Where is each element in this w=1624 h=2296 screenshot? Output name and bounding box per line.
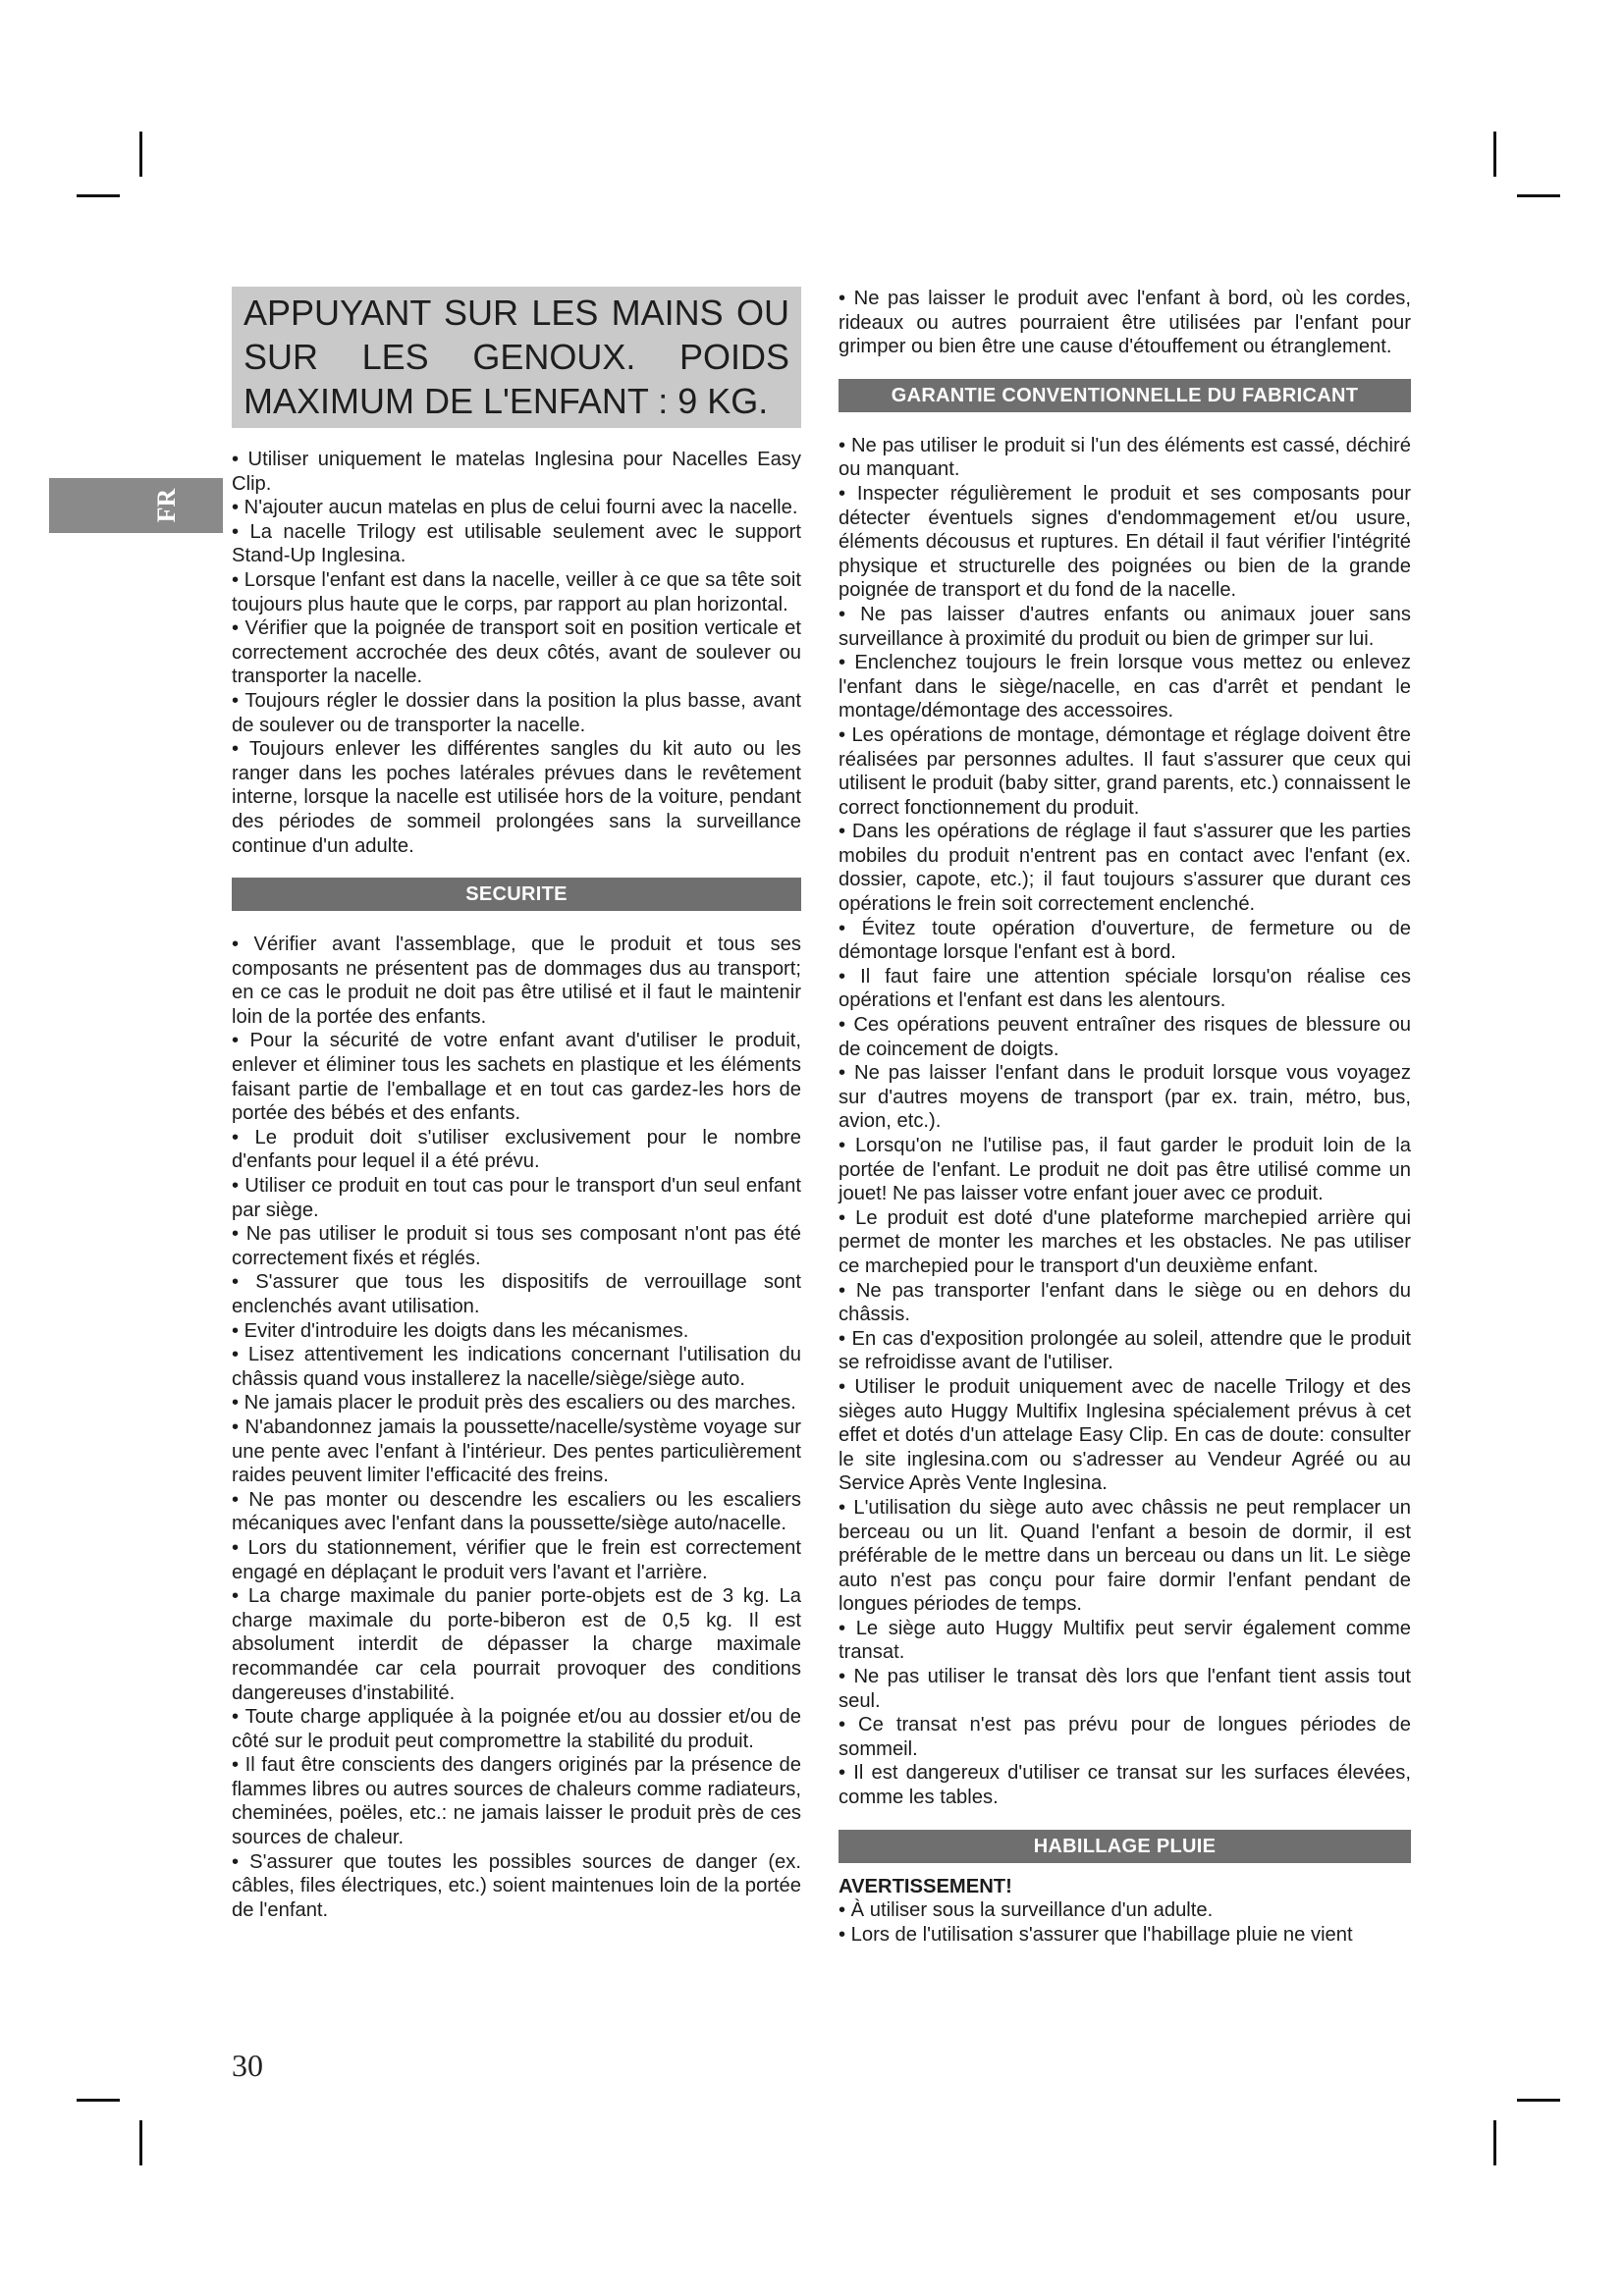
warning-title: AVERTISSEMENT! xyxy=(839,1875,1012,1897)
crop-mark xyxy=(139,132,142,177)
list-item: • Ne pas utiliser le produit si tous ses composant n'ont pas été correctement fixés et réglés. xyxy=(232,1223,801,1269)
list-item: • Il est dangereux d'utiliser ce transat sur les surfaces élevées, comme les tables. xyxy=(839,1762,1411,1809)
list-item: • Lorsque l'enfant est dans la nacelle, veiller à ce que sa tête soit toujours plus haute que le corps, par rapport au plan horizontal. xyxy=(232,568,801,615)
list-item: • N'abandonnez jamais la poussette/nacelle/système voyage sur une pente avec l'enfant à l'intérieur. Des pentes particulièrement raides peuvent limiter l'efficacité des freins. xyxy=(232,1415,801,1487)
list-item: • Ces opérations peuvent entraîner des risques de blessure ou de coincement de doigts. xyxy=(839,1014,1411,1060)
section-heading: APPUYANT SUR LES MAINS OU SUR LES GENOUX. POIDS MAXIMUM DE L'ENFANT : 9 KG. xyxy=(232,287,801,428)
crop-mark xyxy=(1493,2120,1496,2165)
list-item: • S'assurer que toutes les possibles sources de danger (ex. câbles, files électriques, etc.) soient maintenues loin de la portée de l'enfant. xyxy=(232,1850,801,1921)
list-item: • Ne pas transporter l'enfant dans le siège ou en dehors du châssis. xyxy=(839,1279,1411,1326)
garantie-heading: GARANTIE CONVENTIONNELLE DU FABRICANT xyxy=(839,379,1411,412)
list-item: • Toute charge appliquée à la poignée et/ou au dossier et/ou de côté sur le produit peut compromettre la stabilité du produit. xyxy=(232,1706,801,1752)
list-item: • L'utilisation du siège auto avec châssis ne peut remplacer un berceau ou un lit. Quand l'enfant a besoin de dormir, il est préférable de le mettre dans un berceau ou dans un lit. Le siège auto n'est pas conçu pour faire dormir l'enfant pendant de longues périodes de temps. xyxy=(839,1496,1411,1616)
list-item: • Le produit est doté d'une plateforme marchepied arrière qui permet de monter les marches et les obstacles. Ne pas utiliser ce marchepied pour le transport d'un deuxième enfant. xyxy=(839,1206,1411,1277)
crop-mark xyxy=(1517,194,1560,197)
list-item: • La nacelle Trilogy est utilisable seulement avec le support Stand-Up Inglesina. xyxy=(232,520,801,567)
list-item: • Ne pas utiliser le transat dès lors que l'enfant tient assis tout seul. xyxy=(839,1666,1411,1712)
list-item: • Les opérations de montage, démontage et réglage doivent être réalisées par personnes adultes. Il faut s'assurer que ceux qui utilisent le produit (baby sitter, grand parents, etc.) connaissent le correct fonctionnement du produit. xyxy=(839,723,1411,819)
list-item: • Toujours régler le dossier dans la position la plus basse, avant de soulever ou de transporter la nacelle. xyxy=(232,689,801,736)
intro-list xyxy=(232,448,801,858)
list-item: • Lors du stationnement, vérifier que le frein est correctement engagé en déplaçant le produit vers l'avant et l'arrière. xyxy=(232,1536,801,1583)
list-item: • Ne pas laisser le produit avec l'enfant à bord, où les cordes, rideaux ou autres pourraient être utilisées par l'enfant pour grimper ou bien être une cause d'étouffement ou étranglement. xyxy=(839,288,1411,358)
list-item: • Utiliser le produit uniquement avec de nacelle Trilogy et des sièges auto Huggy Multifix Inglesina spécialement prévus à cet effet et dotés d'un attelage Easy Clip. En cas de doute: consulter le site inglesina.com ou s'adresser au Vendeur Agréé ou au Service Après Vente Inglesina. xyxy=(839,1375,1411,1495)
list-item: • Évitez toute opération d'ouverture, de fermeture ou de démontage lorsque l'enfant est à bord. xyxy=(839,917,1411,964)
habillage-list xyxy=(839,1898,1411,1947)
list-item: • Il faut faire une attention spéciale lorsqu'on réalise ces opérations et l'enfant est dans les alentours. xyxy=(839,965,1411,1012)
crop-mark xyxy=(1517,2099,1560,2102)
list-item: • Inspecter régulièrement le produit et ses composants pour détecter éventuels signes d'endommagement et/ou usure, éléments décousus et ruptures. En détail il faut vérifier l'intégrité physique et structurelle des poignées ou bien de la grande poignée de transport et du fond de la nacelle. xyxy=(839,482,1411,602)
right-column xyxy=(839,287,1411,1947)
list-item: • Vérifier avant l'assemblage, que le produit et tous ses composants ne présentent pas de dommages dus au transport; en ce cas le produit ne doit pas être utilisé et il faut le maintenir loin de la portée des enfants. xyxy=(232,934,801,1028)
crop-mark xyxy=(1493,132,1496,177)
list-item: • Ne pas laisser l'enfant dans le produit lorsque vous voyagez sur d'autres moyens de transport (par ex. train, métro, bus, avion, etc.). xyxy=(839,1062,1411,1133)
language-tab-label: FR xyxy=(152,488,181,523)
left-column xyxy=(232,287,801,1922)
list-item: • Pour la sécurité de votre enfant avant d'utiliser le produit, enlever et éliminer tous les sachets en plastique et les éléments faisant partie de l'emballage et en tout cas gardez-les hors de portée des bébés et des enfants. xyxy=(232,1030,801,1125)
list-item: • Lorsqu'on ne l'utilise pas, il faut garder le produit loin de la portée de l'enfant. Le produit ne doit pas être utilisé comme un jouet! Ne pas laisser votre enfant jouer avec ce produit. xyxy=(839,1135,1411,1205)
crop-mark xyxy=(77,194,120,197)
list-item: • Ne pas utiliser le produit si l'un des éléments est cassé, déchiré ou manquant. xyxy=(839,434,1411,481)
list-item: • Eviter d'introduire les doigts dans les mécanismes. xyxy=(232,1319,689,1342)
page-number: 30 xyxy=(232,2048,263,2083)
crop-mark xyxy=(139,2120,142,2165)
securite-heading: SECURITE xyxy=(232,878,801,911)
habillage-heading: HABILLAGE PLUIE xyxy=(839,1830,1411,1863)
list-item: • La charge maximale du panier porte-objets est de 3 kg. La charge maximale du porte-biberon est de 0,5 kg. Il est absolument interdit de dépasser la charge maximale recommandée car cela pourrait provoquer des conditions dangereuses d'instabilité. xyxy=(232,1585,801,1704)
list-item: • Vérifier que la poignée de transport soit en position verticale et correctement accrochée des deux côtés, avant de soulever ou transporter la nacelle. xyxy=(232,617,801,688)
list-item: • En cas d'exposition prolongée au soleil, attendre que le produit se refroidisse avant de l'utiliser. xyxy=(839,1327,1411,1374)
list-item: • N'ajouter aucun matelas en plus de celui fourni avec la nacelle. xyxy=(232,497,798,519)
list-item: • Utiliser uniquement le matelas Inglesina pour Nacelles Easy Clip. xyxy=(232,449,801,495)
list-item: • Ne pas monter ou descendre les escaliers ou les escaliers mécaniques avec l'enfant dans la poussette/siège auto/nacelle. xyxy=(232,1488,801,1535)
list-item: • Lors de l'utilisation s'assurer que l'habillage pluie ne vient xyxy=(839,1923,1353,1946)
list-item: • S'assurer que tous les dispositifs de verrouillage sont enclenchés avant utilisation. xyxy=(232,1271,801,1317)
list-item: • À utiliser sous la surveillance d'un adulte. xyxy=(839,1899,1214,1922)
crop-mark xyxy=(77,2099,120,2102)
list-item: • Toujours enlever les différentes sangles du kit auto ou les ranger dans les poches latérales prévues dans le revêtement interne, lorsque la nacelle est utilisée hors de la voiture, pendant des périodes de sommeil prolongées sans la surveillance continue d'un adulte. xyxy=(232,738,801,857)
list-item: • Lisez attentivement les indications concernant l'utilisation du châssis quand vous installerez la nacelle/siège/siège auto. xyxy=(232,1344,801,1390)
list-item: • Ce transat n'est pas prévu pour de longues périodes de sommeil. xyxy=(839,1714,1411,1760)
list-item: • Le siège auto Huggy Multifix peut servir également comme transat. xyxy=(839,1617,1411,1664)
list-item: • Enclenchez toujours le frein lorsque vous mettez ou enlevez l'enfant dans le siège/nacelle, en cas d'arrêt et pendant le montage/démontage des accessoires. xyxy=(839,652,1411,722)
language-tab xyxy=(49,478,223,533)
list-item: • Dans les opérations de réglage il faut s'assurer que les parties mobiles du produit n'entrent pas en contact avec l'enfant (ex. dossier, capote, etc.); il faut toujours s'assurer que durant ces opérations le frein soit correctement enclenché. xyxy=(839,821,1411,916)
list-item: • Ne pas laisser d'autres enfants ou animaux jouer sans surveillance à proximité du produit ou bien de grimper sur lui. xyxy=(839,603,1411,650)
list-item: • Utiliser ce produit en tout cas pour le transport d'un seul enfant par siège. xyxy=(232,1175,801,1221)
list-item: • Il faut être conscients des dangers originés par la présence de flammes libres ou autres sources de chaleurs comme radiateurs, cheminées, poëles, etc.: ne jamais laisser le produit près de ces sources de chaleur. xyxy=(232,1754,801,1849)
garantie-list xyxy=(839,434,1411,1810)
securite-list xyxy=(232,933,801,1922)
list-item: • Le produit doit s'utiliser exclusivement pour le nombre d'enfants pour lequel il a été prévu. xyxy=(232,1126,801,1173)
list-item: • Ne jamais placer le produit près des escaliers ou des marches. xyxy=(232,1392,796,1415)
